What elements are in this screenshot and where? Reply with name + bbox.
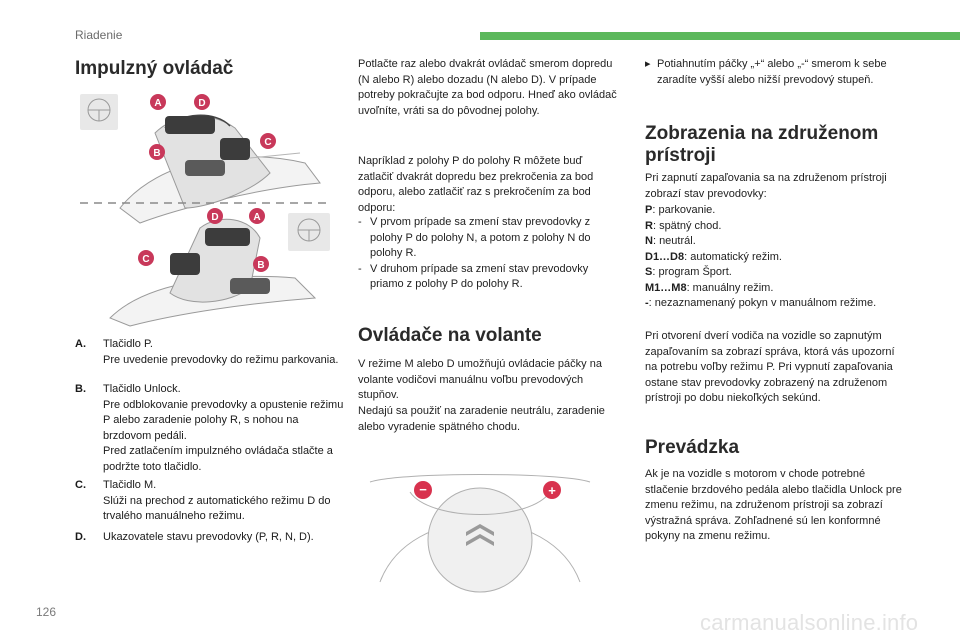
legend-item-d [75, 530, 345, 546]
arrow-icon: ▸ [645, 58, 651, 70]
state-item: S: program Šport. [645, 266, 732, 278]
steering-wheel-illustration [370, 462, 590, 587]
paragraph-push-selector: Potlačte raz alebo dvakrát ovládač smerom dopredu (N alebo R) alebo dozadu (N alebo D). V prípade potreby pokračujte za bod odporu. Hneď ako ovládač uvoľníte, vráti sa do pôvodnej polohy. [358, 58, 617, 117]
paragraph-paddles: V režime M alebo D umožňujú ovládacie páčky na volante vodičovi manuálnu voľbu prevodových stupňov. [358, 358, 602, 401]
dash-list [358, 215, 620, 293]
paragraph-operation: Ak je na vozidle s motorom v chode potrebné stlačenie brzdového pedála alebo tlačidla Unlock pre zmenu režimu, na združenom prístroji sa zobrazí výstražná správa. Zohľadnené sú len konformné pokyny na zmenu režimu. [645, 468, 902, 542]
callout-c-upper: C [264, 137, 272, 148]
callout-d-lower: D [211, 212, 219, 223]
page-number: 126 [36, 605, 57, 619]
dash-item-text: V prvom prípade sa zmení stav prevodovky z polohy P do polohy N, a potom z polohy N do polohy R. [370, 216, 591, 259]
dash-item-first: - V prvom prípade sa zmení stav prevodovky z polohy P do polohy N, a potom z polohy N do polohy R. [358, 215, 620, 262]
paddle-bullet [645, 57, 907, 88]
legend-item-a [75, 337, 345, 368]
watermark: carmanualsonline.info [700, 610, 919, 635]
callout-d-upper: D [198, 98, 206, 109]
gear-selector-illustration [80, 88, 345, 328]
legend-letter: D. [75, 531, 86, 543]
legend-line: Tlačidlo Unlock. [103, 383, 181, 395]
callout-a-lower: A [253, 212, 261, 223]
title-steering-controls: Ovládače na volante [358, 325, 542, 346]
legend-letter: A. [75, 338, 86, 350]
state-item: -: nezaznamenaný pokyn v manuálnom režime. [645, 297, 877, 309]
legend-line: Slúži na prechod z automatického režimu D do trvalého manuálneho režimu. [103, 494, 331, 522]
state-item: M1…M8: manuálny režim. [645, 281, 774, 294]
header-accent-bar [480, 32, 960, 40]
paragraph-paddles-limits: Nedajú sa použiť na zaradenie neutrálu, zaradenie alebo vyradenie spätného chodu. [358, 405, 605, 433]
dash-item-second: - V druhom prípade sa zmení stav prevodovky priamo z polohy P do polohy R. [358, 262, 620, 293]
state-item: R: spätný chod. [645, 219, 722, 232]
lower-selector-view [110, 213, 330, 326]
section-header: Riadenie [75, 28, 123, 42]
legend-letter: C. [75, 479, 86, 491]
legend-line: Pre odblokovanie prevodovky a opustenie režimu P alebo zaradenie polohy R, s nohou na brzdovom pedáli. [103, 398, 344, 442]
callout-a-upper: A [154, 98, 162, 109]
title-operation: Prevádzka [645, 437, 740, 458]
callout-b-upper: B [153, 148, 161, 159]
legend-line: Tlačidlo P. [103, 338, 153, 350]
paragraph-ignition-display: Pri zapnutí zapaľovania sa na združenom prístroji zobrazí stav prevodovky: [645, 172, 887, 200]
legend-item-b [75, 382, 345, 475]
gear-state-list [645, 203, 915, 312]
bullet-text: Potiahnutím páčky „+“ alebo „-“ smerom k sebe zaradíte vyšší alebo nižší prevodový stupeň. [657, 58, 887, 86]
paddle-plus: + [548, 483, 556, 498]
legend-line: Tlačidlo M. [103, 479, 157, 491]
paragraph-door-warning: Pri otvorení dverí vodiča na vozidle so zapnutým zapaľovaním sa zobrazí správa, ktorá vás upozorní na potrebu voľby režimu P. Pri vypnutí zapaľovania ostane stav prevodovky zobrazený na združenom prístroji po dobu niekoľkých sekúnd. [645, 330, 895, 404]
state-item: P: parkovanie. [645, 204, 716, 216]
dash-item-text: V druhom prípade sa zmení stav prevodovky priamo z polohy P do polohy R. [370, 262, 589, 290]
legend-line: Ukazovatele stavu prevodovky (P, R, N, D). [103, 531, 314, 543]
legend-item-c [75, 478, 345, 525]
state-item: N: neutrál. [645, 235, 696, 247]
callout-c-lower: C [142, 254, 150, 265]
legend-line: Pred zatlačením impulzného ovládača stlačte a podržte toto tlačidlo. [103, 445, 333, 473]
paragraph-example: Napríklad z polohy P do polohy R môžete buď zatlačiť dvakrát dopredu bez prekročenia za bod odporu, alebo zatlačiť raz s prekročením za bod odporu: [358, 155, 594, 214]
state-item: D1…D8: automatický režim. [645, 250, 782, 263]
title-impulse-selector: Impulzný ovládač [75, 58, 234, 79]
legend-line: Pre uvedenie prevodovky do režimu parkovania. [103, 353, 339, 366]
legend-letter: B. [75, 383, 86, 395]
title-instrument-display: Zobrazenia na združenom prístroji [645, 123, 879, 166]
paddle-minus: − [419, 482, 427, 497]
callout-b-lower: B [257, 260, 265, 271]
